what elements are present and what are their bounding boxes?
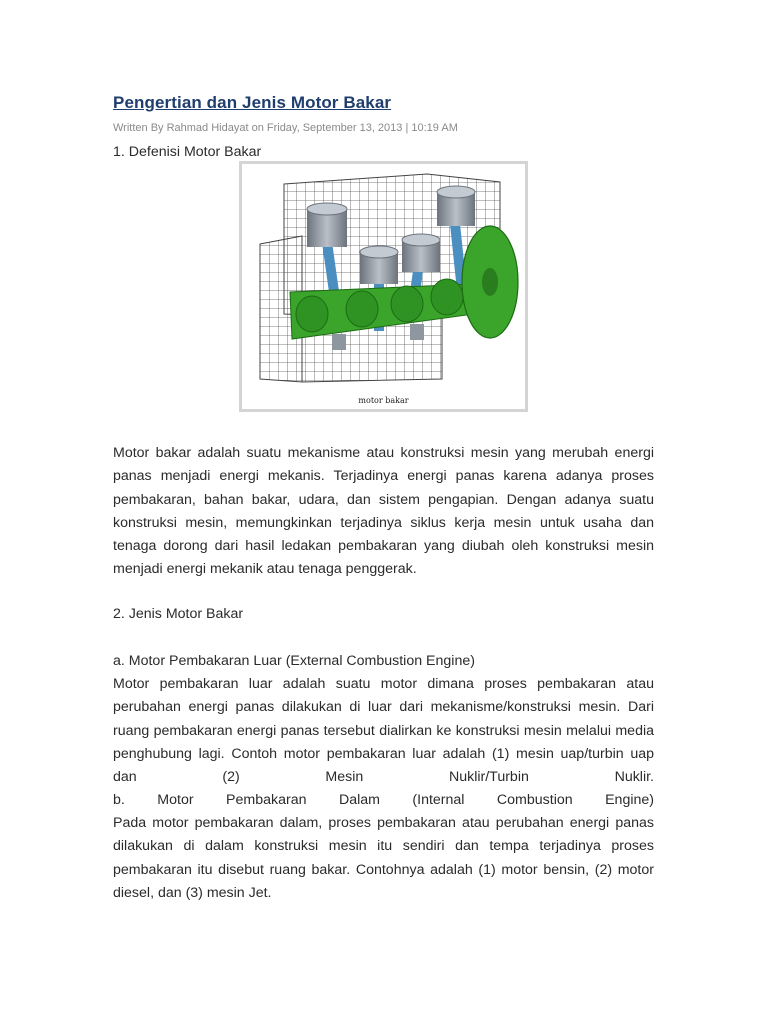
definition-paragraph: Motor bakar adalah suatu mekanisme atau konstruksi mesin yang merubah energi panas menjadi energi mekanis. Terjadinya energi panas karena adanya proses pembakaran, bahan bakar, udara, dan sistem pengapian. Dengan adanya suatu konstruksi mesin, memungkinkan terjadinya siklus kerja mesin untuk usaha dan tenaga dorong dari hasil ledakan pembakaran yang diubah oleh konstruksi mesin menjadi energi mekanik atau tenaga penggerak. [113, 445, 654, 578]
internal-combustion-paragraph: Pada motor pembakaran dalam, proses pembakaran atau perubahan energi panas dilakukan di dalam konstruksi mesin itu sendiri dan tempa terjadinya proses pembakaran itu disebut ruang bakar. Contohnya adalah (1) motor bensin, (2) motor diesel, dan (3) mesin Jet. [113, 815, 654, 901]
internal-combustion-heading: b. Motor Pembakaran Dalam (Internal Combustion Engine) [113, 792, 654, 808]
definition-heading: 1. Defenisi Motor Bakar [113, 144, 262, 160]
article-byline: Written By Rahmad Hidayat on Friday, September 13, 2013 | 10:19 AM [113, 122, 458, 134]
external-combustion-paragraph: Motor pembakaran luar adalah suatu motor dimana proses pembakaran atau perubahan energi panas dilakukan di luar dari mekanisme/konstruksi mesin. Dari ruang pembakaran energi panas tersebut dialirkan ke konstruksi mesin melalui media penghubung lagi. Contoh motor pembakaran luar adalah (1) mesin uap/turbin uap dan (2) Mesin Nuklir/Turbin Nuklir. [113, 676, 654, 786]
article-title[interactable]: Pengertian dan Jenis Motor Bakar [113, 93, 392, 112]
engine-illustration [242, 164, 525, 409]
types-heading: 2. Jenis Motor Bakar [113, 606, 244, 622]
figure-caption: motor bakar [358, 396, 409, 405]
external-combustion-heading: a. Motor Pembakaran Luar (External Combustion Engine) [113, 653, 475, 669]
engine-figure [239, 161, 528, 412]
